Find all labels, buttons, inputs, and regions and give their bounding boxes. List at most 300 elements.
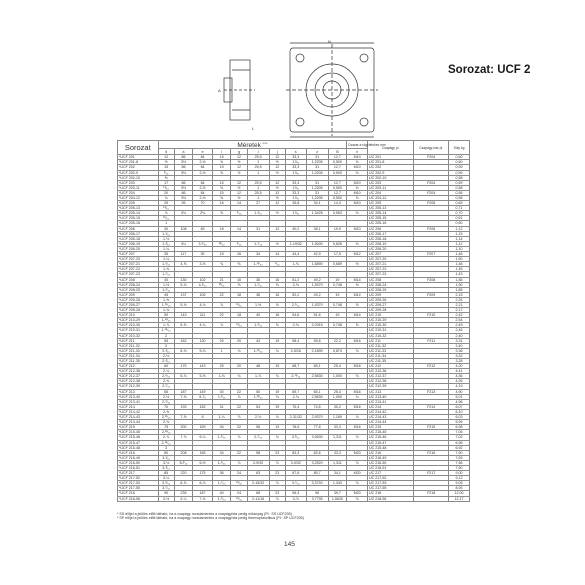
cell-series: *UCF 212-36 <box>118 369 159 374</box>
cell-series: *UCF 212-39 <box>118 384 159 389</box>
cell-weight: 3,40 <box>449 343 470 348</box>
cell-e: 5-⁷⁄₈ <box>193 394 213 399</box>
cell-s: 1⅞₆ <box>285 185 306 190</box>
cell-a: 3¾ <box>174 211 193 216</box>
cell-e: 130 <box>193 338 213 343</box>
cell-g: ½ <box>231 185 247 190</box>
cell-series: *UCF 203 <box>118 180 159 185</box>
cell-d: 1-⅝ <box>158 297 174 302</box>
cell-i: 36 <box>212 471 231 476</box>
cell-b: 12,7 <box>328 155 347 160</box>
header-bolt-unit: mm <box>380 142 386 147</box>
front-view-drawing <box>286 43 378 137</box>
cell-i: 15 <box>212 165 231 170</box>
cell-d: 3-¼ <box>158 476 174 481</box>
cell-g: 18 <box>231 292 247 297</box>
cell-n: M14 <box>347 277 368 282</box>
cell-d: 1-¹⁵⁄₁₆ <box>158 328 174 333</box>
cell-z: 74,6 <box>306 404 328 409</box>
cell-j: ⁹⁄₁₆ <box>269 262 285 267</box>
cell-a: 86 <box>174 190 193 195</box>
cell-series: *UCF 201-8 <box>118 160 159 165</box>
cell-s: 51,2 <box>285 277 306 282</box>
cell-z: 2,1890 <box>306 348 328 353</box>
cell-series: *UCF 205-13 <box>118 206 159 211</box>
cell-e: 70 <box>193 201 213 206</box>
header-weight <box>449 141 470 155</box>
cell-a: 9-¼ <box>174 496 193 501</box>
cell-bearing: UC 209-27 <box>368 302 414 307</box>
cell-weight: 6,10 <box>449 409 470 414</box>
cell-i: ⅝ <box>212 170 231 175</box>
cell-bearing: UC 216 <box>368 450 414 455</box>
cell-bearing: UC 215-48 <box>368 445 414 450</box>
cell-b: 0,748 <box>328 323 347 328</box>
cell-weight: 0,59 <box>449 180 470 185</box>
cell-series: *UCF 216-49 <box>118 455 159 460</box>
cell-series: *UCF 217-55 <box>118 486 159 491</box>
cell-z: 55,6 <box>306 338 328 343</box>
cell-bearing: UC 207-23 <box>368 272 414 277</box>
cell-series: *UCF 213-41 <box>118 399 159 404</box>
cell-series: *UCF 210-30 <box>118 323 159 328</box>
cell-weight: 0,58 <box>449 175 470 180</box>
cell-i: 29 <box>212 364 231 369</box>
cell-series: *UCF 203-11 <box>118 185 159 190</box>
cell-a: 6-⅜ <box>174 348 193 353</box>
cell-series: *UCF 209-27 <box>118 302 159 307</box>
cell-i: 1-⅛ <box>212 374 231 379</box>
cell-a: 4¼ <box>174 241 193 246</box>
cell-g: 12 <box>231 165 247 170</box>
cell-s: 2-⅛ <box>285 282 306 287</box>
cell-j: ½ <box>269 241 285 246</box>
cell-d: 1-⅜ <box>158 267 174 272</box>
cell-bearing: UC 214-44 <box>368 420 414 425</box>
cell-d: 3 <box>158 445 174 450</box>
cell-e: 3-⅝ <box>193 262 213 267</box>
cell-series: *UCF 210-32 <box>118 333 159 338</box>
cell-b: 0,500 <box>328 196 347 201</box>
cell-d: 2 <box>158 343 174 348</box>
cell-series: *UCF 202-10 <box>118 175 159 180</box>
cell-bearing: UC 208-24 <box>368 282 414 287</box>
cell-z: 49,2 <box>306 277 328 282</box>
cell-l: 2-15/32 <box>247 481 269 486</box>
cell-g: ¹⁵⁄₁₆ <box>231 496 247 501</box>
cell-j: 12 <box>269 180 285 185</box>
cell-weight: 2,15 <box>449 292 470 297</box>
cell-l: 1-¹⁄₁₆ <box>247 211 269 216</box>
cell-series: *UCF 212-37 <box>118 374 159 379</box>
cell-j: ¾ <box>269 435 285 440</box>
cell-j: 23 <box>269 471 285 476</box>
cell-g: 22 <box>231 389 247 394</box>
cell-bearing: UC 210-30 <box>368 323 414 328</box>
cell-series: *UCF 206-19 <box>118 241 159 246</box>
cell-j: ⅞ <box>269 460 285 465</box>
cell-l: 25,5 <box>247 190 269 195</box>
cell-l: 1-⁷⁄₁₆ <box>247 282 269 287</box>
cell-series: *UCF 204 <box>118 190 159 195</box>
cell-l: 36 <box>247 277 269 282</box>
cell-d: 1 <box>158 221 174 226</box>
cell-a: 137 <box>174 292 193 297</box>
cell-d: 1-⅞ <box>158 323 174 328</box>
cell-g: 12 <box>231 155 247 160</box>
cell-z: 2,0315 <box>306 323 328 328</box>
cell-bearing: UC 214 <box>368 404 414 409</box>
cell-weight: 8,93 <box>449 486 470 491</box>
cell-series: *UCF 214-44 <box>118 420 159 425</box>
cell-d: 17 <box>158 180 174 185</box>
cell-g: 20 <box>231 364 247 369</box>
cell-e: 92 <box>193 252 213 257</box>
cell-d: 35 <box>158 252 174 257</box>
cell-n: M10 <box>347 165 368 170</box>
header-weight-unit: kg <box>460 145 465 150</box>
cell-s: 3-⁷⁄₁₆ <box>285 481 306 486</box>
cell-e: 6-¼ <box>193 435 213 440</box>
cell-weight: 0,56 <box>449 196 470 201</box>
cell-d: 3-⁵⁄₁₆ <box>158 481 174 486</box>
cell-bearing: UC 205-13 <box>368 206 414 211</box>
cell-bearing: UC 208 <box>368 277 414 282</box>
spec-table <box>117 140 470 502</box>
cell-bearing: UC 204 <box>368 190 414 195</box>
cell-bearing: UC 207-22 <box>368 267 414 272</box>
cell-n: M10 <box>347 226 368 231</box>
header-col-d: d <box>158 149 174 155</box>
cell-series: *UCF 214 <box>118 404 159 409</box>
cell-j: ½ <box>269 160 285 165</box>
cell-a: 95 <box>174 201 193 206</box>
cell-d: 2-⁹⁄₁₆ <box>158 399 174 404</box>
cell-z: 2,5630 <box>306 394 328 399</box>
cell-e: 165 <box>193 450 213 455</box>
cell-b: 25,4 <box>328 364 347 369</box>
cell-n: ¾ <box>347 394 368 399</box>
cell-d: 2-⁵⁄₁₆ <box>158 374 174 379</box>
cell-e: 5-⅛ <box>193 348 213 353</box>
cell-n: ⅞ <box>347 496 368 501</box>
header-col-a: a <box>174 149 193 155</box>
cell-z: 31 <box>306 180 328 185</box>
cell-l: 50 <box>247 389 269 394</box>
cell-g: 18 <box>231 313 247 318</box>
cell-e: 4-⅛ <box>193 302 213 307</box>
cell-bearing: UC 215-47 <box>368 440 414 445</box>
cell-i: ¹³⁄₁₆ <box>212 282 231 287</box>
cell-e: 6 <box>193 415 213 420</box>
cell-b: 25,4 <box>328 389 347 394</box>
cell-a: 3⅜ <box>174 185 193 190</box>
cell-bearing: UC 203 <box>368 180 414 185</box>
header-housing: Csapágy-ház pl. <box>414 141 449 155</box>
cell-d: 3-⅛ <box>158 460 174 465</box>
cell-series: *UCF 215 <box>118 425 159 430</box>
cell-weight: 2,17 <box>449 308 470 313</box>
cell-i: 34 <box>212 425 231 430</box>
cell-series: *UCF 217-52 <box>118 476 159 481</box>
cell-n: M10 <box>347 155 368 160</box>
cell-housing: F213 <box>414 389 449 394</box>
cell-weight: 7,02 <box>449 435 470 440</box>
cell-z: 34,1 <box>306 201 328 206</box>
cell-z: 1,3425 <box>306 211 328 216</box>
cell-d: 50 <box>158 313 174 318</box>
cell-bearing: UC 206-18 <box>368 236 414 241</box>
cell-l: 1-⁹⁄₁₆ <box>247 323 269 328</box>
cell-bearing: UC 207-21 <box>368 262 414 267</box>
cell-bearing: UC 205-14 <box>368 211 414 216</box>
cell-z: 85,7 <box>306 471 328 476</box>
cell-weight: 12,17 <box>449 496 470 501</box>
cell-i: 1 <box>212 348 231 353</box>
cell-b: 1,5630 <box>328 496 347 501</box>
footnote-ss: * SS előjel a jelölés előtt látható, ha a csapágy rozsdamentes a csapágyház pedig műanyag (Pl.: SS UCF205) <box>117 512 292 516</box>
cell-g: ½ <box>231 170 247 175</box>
drawing-label-side: L <box>252 126 255 131</box>
cell-d: 1-⁷⁄₁₆ <box>158 272 174 277</box>
cell-series: *UCF 205-16 <box>118 221 159 226</box>
cell-i: 40 <box>212 491 231 496</box>
cell-e: 175 <box>193 471 213 476</box>
cell-l: 1-½ <box>247 302 269 307</box>
cell-z: 1,2205 <box>306 160 328 165</box>
cell-weight: 1,45 <box>449 267 470 272</box>
cell-weight: 0,60 <box>449 155 470 160</box>
cell-weight: 9,12 <box>449 476 470 481</box>
cell-b: 0,563 <box>328 211 347 216</box>
cell-s: 1⅞₆ <box>285 160 306 165</box>
cell-series: *UCF 206-17 <box>118 231 159 236</box>
cell-j: 14 <box>269 252 285 257</box>
cell-bearing: UC 201-8 <box>368 160 414 165</box>
cell-a: 5-⅛ <box>174 282 193 287</box>
cell-l: 38 <box>247 292 269 297</box>
cell-weight: 9,05 <box>449 481 470 486</box>
cell-d: 65 <box>158 389 174 394</box>
cell-weight: 0,70 <box>449 211 470 216</box>
cell-b: 0,626 <box>328 241 347 246</box>
cell-j: 23 <box>269 491 285 496</box>
cell-z: 31 <box>306 190 328 195</box>
cell-d: ⅝ <box>158 175 174 180</box>
cell-weight: 4,90 <box>449 389 470 394</box>
cell-j: 16 <box>269 313 285 318</box>
cell-bearing: UC 202-9 <box>368 170 414 175</box>
cell-b: 1,189 <box>328 415 347 420</box>
cell-g: ¾ <box>231 348 247 353</box>
cell-i: ⅞ <box>212 302 231 307</box>
cell-s: 68,7 <box>285 364 306 369</box>
cell-g: 12 <box>231 180 247 185</box>
cell-n: ⅜ <box>347 241 368 246</box>
cell-series: *UCF 216-51 <box>118 465 159 470</box>
cell-b: 15,9 <box>328 226 347 231</box>
cell-n: ⅜ <box>347 211 368 216</box>
cell-e: 102 <box>193 277 213 282</box>
cell-series: *UCF 216-50 <box>118 460 159 465</box>
cell-s: 87,6 <box>285 471 306 476</box>
cell-z: 82,6 <box>306 450 328 455</box>
cell-l: 1-¹¹⁄₁₆ <box>247 348 269 353</box>
cell-l: 1 <box>247 185 269 190</box>
cell-series: *UCF 207-21 <box>118 262 159 267</box>
cell-bearing: UC 203-11 <box>368 185 414 190</box>
cell-b: 19 <box>328 313 347 318</box>
cell-d: 2-⅞ <box>158 435 174 440</box>
cell-z: 3,3740 <box>306 481 328 486</box>
cell-z: 3,0630 <box>306 435 328 440</box>
cell-l: 48 <box>247 364 269 369</box>
cell-bearing: UC 207 <box>368 252 414 257</box>
cell-bearing: UC 217-53 <box>368 481 414 486</box>
cell-g: 22 <box>231 425 247 430</box>
cell-b: 12,7 <box>328 165 347 170</box>
cell-series: *UCF 214-43 <box>118 415 159 420</box>
cell-z: 31 <box>306 155 328 160</box>
cell-i: 22 <box>212 313 231 318</box>
cell-e: 64 <box>193 165 213 170</box>
cell-g: ¹¹⁄₁₆ <box>231 323 247 328</box>
cell-e: 187 <box>193 491 213 496</box>
cell-l: 1-⁷⁄₃₂ <box>247 241 269 246</box>
cell-series: *UCF 211-35 <box>118 359 159 364</box>
cell-l: 1-⅞ <box>247 374 269 379</box>
cell-bearing: UC 205 <box>368 201 414 206</box>
cell-e: 6-⅞ <box>193 481 213 486</box>
cell-s: 2-5/16 <box>285 348 306 353</box>
cell-d: 1-¼ <box>158 257 174 262</box>
cell-s: 54,6 <box>285 313 306 318</box>
cell-housing: F215 <box>414 425 449 430</box>
side-view-drawing <box>224 60 255 120</box>
cell-weight: 1,48 <box>449 262 470 267</box>
cell-i: 1-⁹⁄₁₆ <box>212 496 231 501</box>
cell-bearing: UC 206 <box>368 226 414 231</box>
cell-g: 14 <box>231 226 247 231</box>
cell-n: ⅜ <box>347 160 368 165</box>
cell-n: ¾ <box>347 348 368 353</box>
cell-series: *UCF 210-29 <box>118 318 159 323</box>
cell-z: 38,1 <box>306 226 328 231</box>
cell-d: 1-¹⁄₁₆ <box>158 231 174 236</box>
cell-weight: 2,21 <box>449 302 470 307</box>
cell-weight: 0,61 <box>449 216 470 221</box>
cell-l: 54 <box>247 404 269 409</box>
cell-s: 1⅞₆ <box>285 170 306 175</box>
cell-bearing: UC 206-17 <box>368 231 414 236</box>
cell-d: 2-³⁄₁₆ <box>158 359 174 364</box>
cell-s: 58,4 <box>285 338 306 343</box>
cell-bearing: UC 209-26 <box>368 297 414 302</box>
cell-g: ⅞ <box>231 460 247 465</box>
cell-series: *UCF 207-22 <box>118 267 159 272</box>
cell-b: 0,748 <box>328 282 347 287</box>
cell-housing: F217 <box>414 471 449 476</box>
cell-i: ⅝ <box>212 185 231 190</box>
cell-n: ⅝ <box>347 323 368 328</box>
cell-series: *UCF 211-33 <box>118 348 159 353</box>
cell-weight: 3,31 <box>449 338 470 343</box>
cell-bearing: UC 211-34 <box>368 353 414 358</box>
header-col-b: B <box>328 149 347 155</box>
cell-weight: 1,50 <box>449 257 470 262</box>
cell-bearing: UC 205-16 <box>368 221 414 226</box>
cell-d: 25 <box>158 201 174 206</box>
cell-series: *UCF 211-32 <box>118 343 159 348</box>
cell-housing: F205 <box>414 201 449 206</box>
cell-j: ¾ <box>269 348 285 353</box>
cell-d: 60 <box>158 364 174 369</box>
cell-e: 83 <box>193 226 213 231</box>
cell-z: 65,1 <box>306 389 328 394</box>
cell-i: 21 <box>212 277 231 282</box>
cell-n: M16 <box>347 425 368 430</box>
cell-weight: 1,14 <box>449 236 470 241</box>
cell-series: *UCF 217 <box>118 471 159 476</box>
cell-bearing: UC 213-41 <box>368 399 414 404</box>
cell-weight: 7,50 <box>449 465 470 470</box>
cell-z: 1,2205 <box>306 170 328 175</box>
cell-weight: 4,41 <box>449 369 470 374</box>
header-bolt <box>347 141 386 149</box>
cell-weight: 6,98 <box>449 425 470 430</box>
header-col-s: s <box>285 149 306 155</box>
cell-j: 19 <box>269 425 285 430</box>
cell-d: ¹³⁄₁₆ <box>158 206 174 211</box>
cell-series: *UCF 207-20 <box>118 257 159 262</box>
cell-bearing: UC 211-32 <box>368 343 414 348</box>
cell-series: *UCF 209 <box>118 292 159 297</box>
cell-z: 49,2 <box>306 292 328 297</box>
cell-g: 12 <box>231 190 247 195</box>
cell-g: ⅝ <box>231 262 247 267</box>
cell-d: 3-⁷⁄₁₆ <box>158 486 174 491</box>
cell-e: 149 <box>193 389 213 394</box>
cell-a: 3⅜ <box>174 196 193 201</box>
cell-d: ½ <box>158 160 174 165</box>
cell-a: 200 <box>174 425 193 430</box>
cell-series: *UCF 209-26 <box>118 297 159 302</box>
cell-s: 83,3 <box>285 450 306 455</box>
cell-d: 2-⁷⁄₁₆ <box>158 384 174 389</box>
cell-a: 86 <box>174 155 193 160</box>
cell-weight: 1,15 <box>449 231 470 236</box>
cell-d: 1-½ <box>158 282 174 287</box>
cell-weight: 7,56 <box>449 460 470 465</box>
cell-d: 1-³⁄₁₆ <box>158 241 174 246</box>
cell-series: *UCF 206 <box>118 226 159 231</box>
cell-s: 3-³⁄₃₂ <box>285 435 306 440</box>
cell-bearing: UC 214-42 <box>368 409 414 414</box>
cell-j: ⅝ <box>269 282 285 287</box>
cell-z: 3,2520 <box>306 460 328 465</box>
cell-n: ⅜ <box>347 170 368 175</box>
cell-d: 1-¹¹⁄₁₆ <box>158 302 174 307</box>
cell-housing: F211 <box>414 338 449 343</box>
cell-series: *UCF 216 <box>118 450 159 455</box>
cell-weight: 2,42 <box>449 313 470 318</box>
cell-g: 20 <box>231 338 247 343</box>
cell-n: M10 <box>347 190 368 195</box>
cell-housing: F210 <box>414 313 449 318</box>
cell-d: 1-¹³⁄₁₆ <box>158 318 174 323</box>
cell-n: M14 <box>347 292 368 297</box>
cell-g: ½ <box>231 160 247 165</box>
